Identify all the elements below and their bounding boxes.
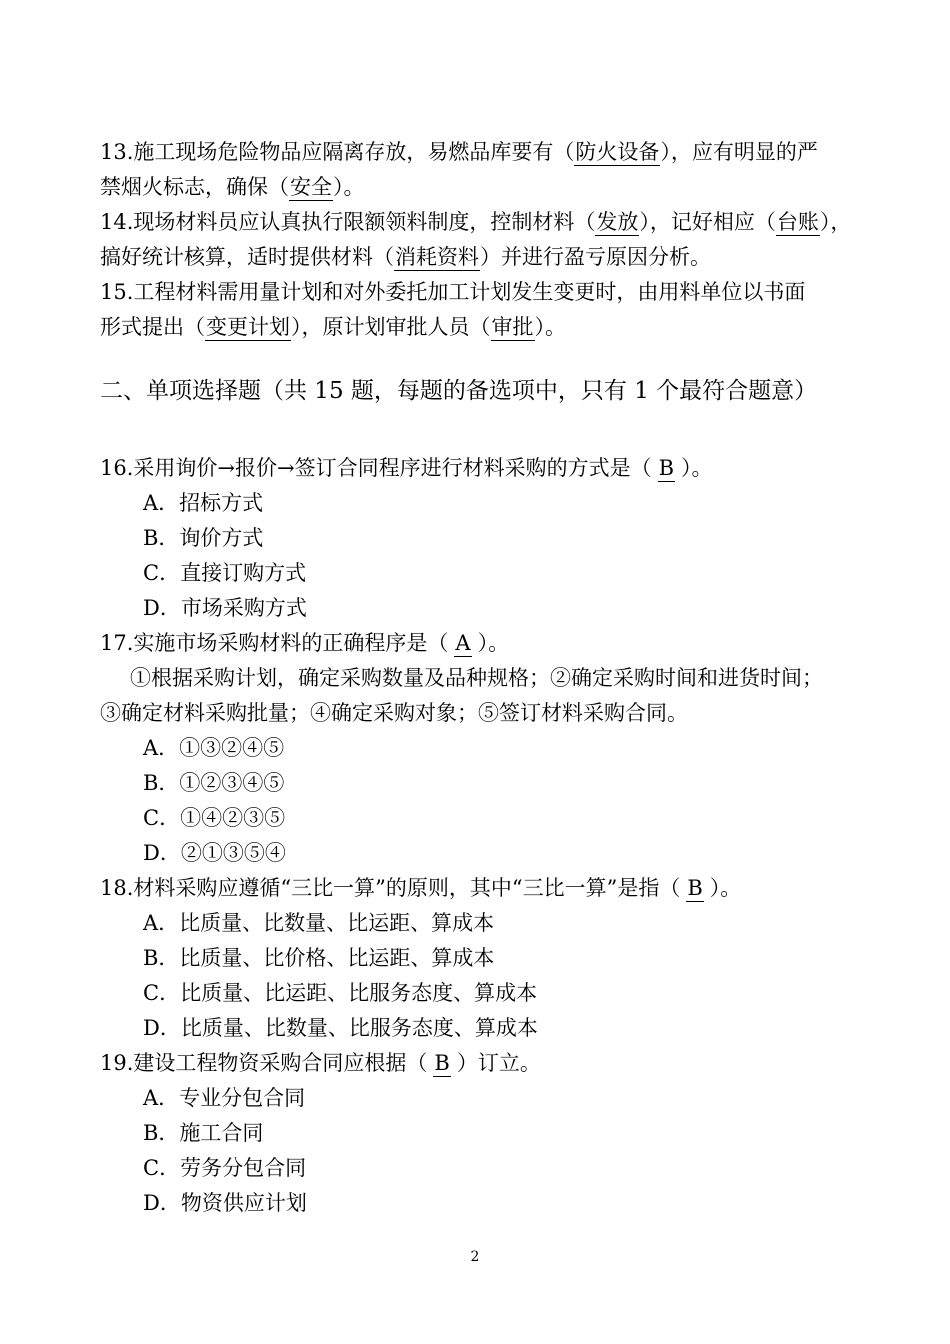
q14-text: ），记好相应（ — [639, 210, 776, 234]
q13-fill-answer-1: 防火设备 — [575, 140, 660, 164]
q18-answer-blank — [680, 873, 709, 903]
q19-option-a: A．专业分包合同 — [143, 1086, 306, 1110]
q17-stem-text: 17.实施市场采购材料的正确程序是（ — [100, 631, 449, 655]
q13-line-2 — [100, 172, 365, 202]
q18-stem — [100, 873, 741, 903]
q14-text: 14.现场材料员应认真执行限额领料制度，控制材料（ — [100, 210, 596, 234]
q19-stem-text: ）订立。 — [456, 1051, 541, 1075]
q14-line-2 — [100, 242, 711, 272]
q19-option-d: D．物资供应计划 — [143, 1191, 307, 1215]
q18-option-c: C．比质量、比运距、比服务态度、算成本 — [143, 981, 538, 1005]
q13-text: ），应有明显的严 — [660, 140, 818, 164]
q18-answer: B — [687, 876, 703, 900]
q14-fill-answer-1: 发放 — [596, 210, 639, 234]
q16-answer: B — [658, 456, 675, 480]
page-number: 2 — [470, 1249, 480, 1265]
q16-option-b: B．询价方式 — [143, 526, 264, 550]
q14-fill-answer-2: 台账 — [776, 210, 819, 234]
q16-stem — [100, 453, 713, 483]
q13-line-1 — [100, 137, 818, 167]
q14-text: ）， — [819, 210, 852, 234]
q18-option-d: D．比质量、比数量、比服务态度、算成本 — [143, 1016, 538, 1040]
q13-text: 禁烟火标志，确保（ — [100, 175, 289, 199]
q16-option-c: C．直接订购方式 — [143, 561, 307, 585]
q19-answer-blank — [427, 1048, 456, 1078]
q19-stem-text: 19.建设工程物资采购合同应根据（ — [100, 1051, 428, 1075]
q17-steps-line-1: ①根据采购计划，确定采购数量及品种规格；②确定采购时间和进货时间； — [130, 666, 823, 690]
q17-option-a: A．①③②④⑤ — [143, 736, 285, 760]
q15-text: ），原计划审批人员（ — [291, 315, 491, 339]
q19-stem — [100, 1048, 541, 1078]
q14-fill-answer-3: 消耗资料 — [395, 245, 479, 269]
q17-stem-text: ）。 — [477, 631, 510, 655]
q16-option-d: D．市场采购方式 — [143, 596, 307, 620]
section-heading: 二、单项选择题（共 15 题，每题的备选项中，只有 1 个最符合题意） — [100, 378, 818, 404]
q15-text: ）。 — [534, 315, 566, 339]
q19-option-c: C．劳务分包合同 — [143, 1156, 307, 1180]
q19-answer: B — [434, 1051, 450, 1075]
q13-text: ）。 — [333, 175, 365, 199]
q15-line-1 — [100, 277, 805, 307]
q15-text: 15.工程材料需用量计划和对外委托加工计划发生变更时，由用料单位以书面 — [100, 280, 806, 304]
q14-text: 搞好统计核算，适时提供材料（ — [100, 245, 394, 269]
q17-option-b: B．①②③④⑤ — [143, 771, 285, 795]
q17-stem — [100, 628, 509, 658]
q15-fill-answer-2: 审批 — [491, 315, 534, 339]
q18-option-a: A．比质量、比数量、比运距、算成本 — [143, 911, 495, 935]
q15-line-2 — [100, 312, 566, 342]
q14-line-1 — [100, 207, 851, 237]
q18-option-b: B．比质量、比价格、比运距、算成本 — [143, 946, 495, 970]
q19-option-b: B．施工合同 — [143, 1121, 264, 1145]
q15-fill-answer-1: 变更计划 — [206, 315, 290, 339]
q16-stem-text: ）。 — [681, 456, 713, 480]
q16-stem-text: 16.采用询价→报价→签订合同程序进行材料采购的方式是（ — [100, 456, 652, 480]
q17-answer-blank — [448, 628, 477, 658]
q15-text: 形式提出（ — [100, 315, 205, 339]
q17-option-c: C．①④②③⑤ — [143, 806, 286, 830]
q17-steps-line-2: ③确定材料采购批量；④确定采购对象；⑤签订材料采购合同。 — [100, 701, 688, 725]
q17-option-d: D．②①③⑤④ — [143, 841, 286, 865]
q13-text: 13.施工现场危险物品应隔离存放，易燃品库要有（ — [100, 140, 575, 164]
q16-option-a: A．招标方式 — [143, 491, 264, 515]
q18-stem-text: 18.材料采购应遵循“三比一算”的原则，其中“三比一算”是指（ — [100, 876, 681, 900]
q17-answer: A — [455, 631, 471, 655]
q16-answer-blank — [652, 453, 681, 483]
q14-text: ）并进行盈亏原因分析。 — [480, 245, 711, 269]
q18-stem-text: ）。 — [709, 876, 742, 900]
q13-fill-answer-2: 安全 — [290, 175, 332, 199]
